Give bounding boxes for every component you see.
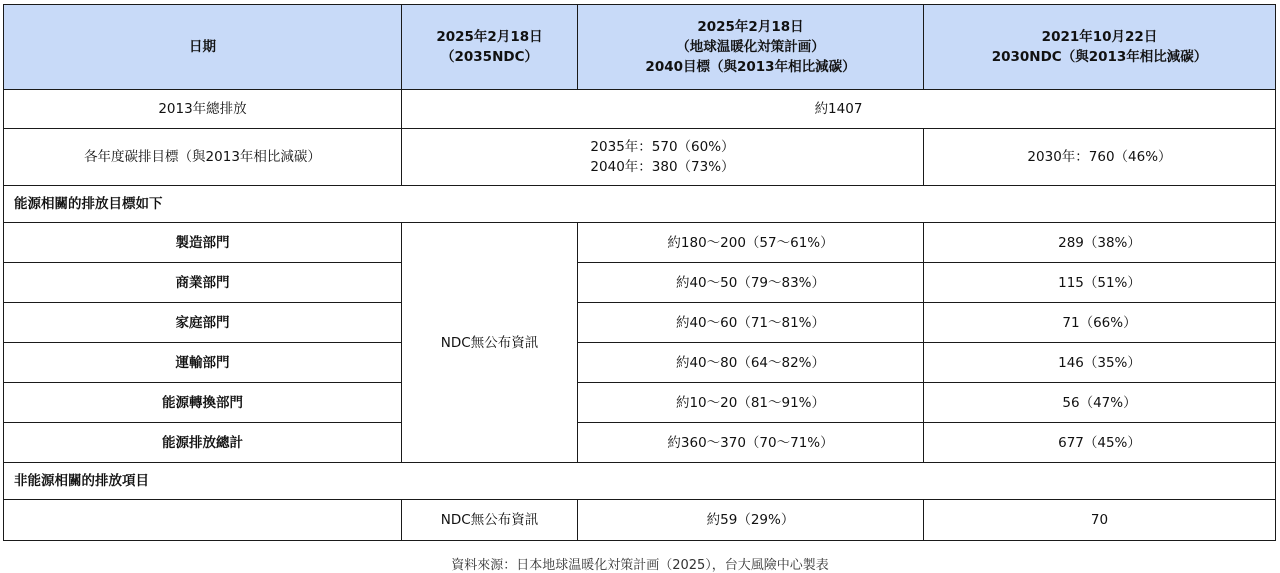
header-2040plan bbox=[578, 5, 924, 90]
target-2030: 2030年：760（46%） bbox=[924, 129, 1276, 186]
header-2035ndc-line: （2035NDC） bbox=[441, 49, 538, 65]
sector-row bbox=[4, 263, 1276, 303]
section-energy-row bbox=[4, 186, 1276, 223]
row-annual-targets bbox=[4, 129, 1276, 186]
sector-name: 能源排放總計 bbox=[4, 423, 402, 463]
header-2035ndc-line: 2025年2月18日 bbox=[436, 29, 543, 45]
sector-name: 家庭部門 bbox=[4, 303, 402, 343]
sector-name: 商業部門 bbox=[4, 263, 402, 303]
nonenergy-label bbox=[4, 500, 402, 541]
sector-row bbox=[4, 423, 1276, 463]
nonenergy-2035-value: NDC無公布資訊 bbox=[402, 500, 578, 541]
sector-2040-value: 約180～200（57～61%） bbox=[578, 223, 924, 263]
header-row bbox=[4, 5, 1276, 90]
header-2040plan-line: 2040目標（與2013年相比減碳） bbox=[645, 59, 856, 75]
sector-name: 製造部門 bbox=[4, 223, 402, 263]
nonenergy-row bbox=[4, 500, 1276, 541]
sector-2030-value: 71（66%） bbox=[924, 303, 1276, 343]
target-line: 2035年：570（60%） bbox=[590, 139, 735, 155]
sector-2030-value: 289（38%） bbox=[924, 223, 1276, 263]
sector-2040-value: 約360～370（70～71%） bbox=[578, 423, 924, 463]
header-2035ndc bbox=[402, 5, 578, 90]
sector-2040-value: 約10～20（81～91%） bbox=[578, 383, 924, 423]
section-nonenergy-row bbox=[4, 463, 1276, 500]
sector-2040-value: 約40～50（79～83%） bbox=[578, 263, 924, 303]
sector-2030-value: 677（45%） bbox=[924, 423, 1276, 463]
header-date: 日期 bbox=[4, 5, 402, 90]
sector-row bbox=[4, 343, 1276, 383]
row-label: 2013年總排放 bbox=[4, 90, 402, 129]
header-2040plan-line: 2025年2月18日 bbox=[697, 19, 804, 35]
header-2030ndc-line: 2021年10月22日 bbox=[1041, 29, 1158, 45]
row-label: 各年度碳排目標（與2013年相比減碳） bbox=[4, 129, 402, 186]
ndc-comparison-table bbox=[3, 4, 1276, 541]
sector-row bbox=[4, 223, 1276, 263]
header-2030ndc-line: 2030NDC（與2013年相比減碳） bbox=[991, 49, 1208, 65]
section-heading-energy: 能源相關的排放目標如下 bbox=[4, 186, 1276, 223]
sector-2040-value: 約40～80（64～82%） bbox=[578, 343, 924, 383]
ndc-no-info-cell: NDC無公布資訊 bbox=[402, 223, 578, 463]
sector-2040-value: 約40～60（71～81%） bbox=[578, 303, 924, 343]
sector-name: 能源轉換部門 bbox=[4, 383, 402, 423]
targets-2035-2040 bbox=[402, 129, 924, 186]
header-2030ndc bbox=[924, 5, 1276, 90]
nonenergy-2040-value: 約59（29%） bbox=[578, 500, 924, 541]
nonenergy-2030-value: 70 bbox=[924, 500, 1276, 541]
sector-row bbox=[4, 303, 1276, 343]
sector-2030-value: 115（51%） bbox=[924, 263, 1276, 303]
sector-name: 運輸部門 bbox=[4, 343, 402, 383]
header-2040plan-line: （地球温暖化対策計画） bbox=[676, 39, 825, 55]
sector-row bbox=[4, 383, 1276, 423]
row-2013-total bbox=[4, 90, 1276, 129]
total-2013-value: 約1407 bbox=[402, 90, 1276, 129]
source-footnote: 資料來源：日本地球温暖化対策計画（2025），台大風險中心製表 bbox=[451, 558, 829, 573]
sector-2030-value: 56（47%） bbox=[924, 383, 1276, 423]
section-heading-nonenergy: 非能源相關的排放項目 bbox=[4, 463, 1276, 500]
target-line: 2040年：380（73%） bbox=[590, 159, 735, 175]
sector-2030-value: 146（35%） bbox=[924, 343, 1276, 383]
